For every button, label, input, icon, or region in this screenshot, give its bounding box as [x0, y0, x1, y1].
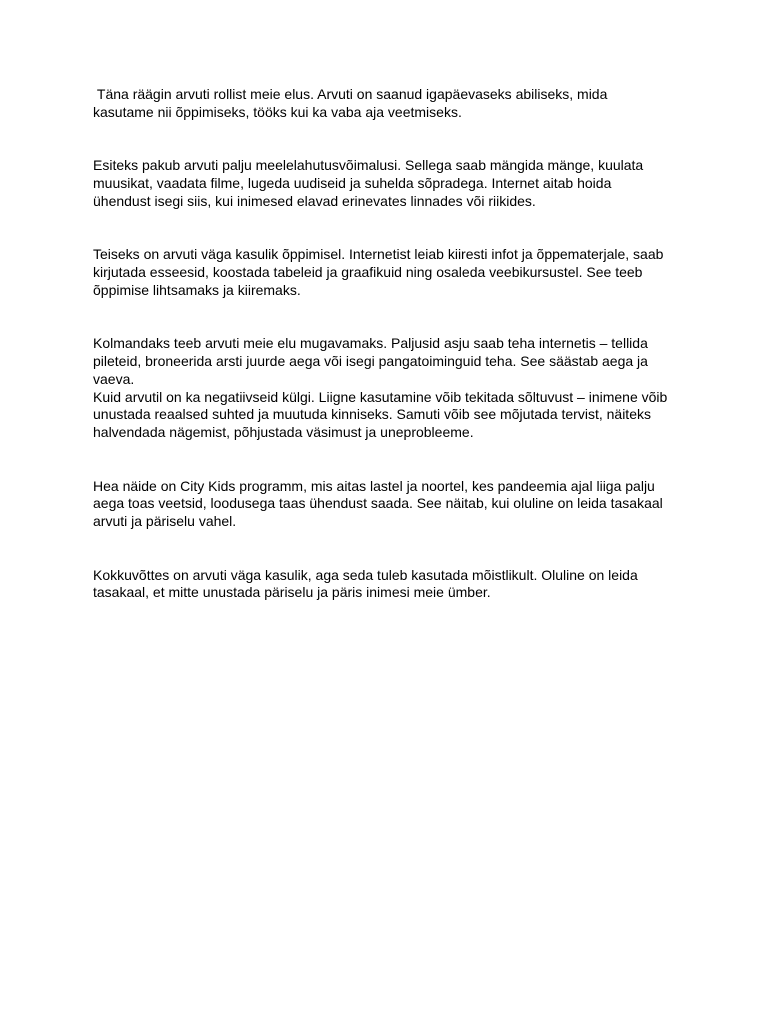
paragraph-example: Hea näide on City Kids programm, mis aitas lastel ja noortel, kes pandeemia ajal liiga palju aega toas veetsid, loodusega taas ühendust saada. See näitab, kui oluline on leida tasakaal arvuti ja päriselu vahel. — [93, 477, 663, 530]
paragraph-gap — [93, 442, 683, 478]
paragraph-learning: Teiseks on arvuti väga kasulik õppimisel. Internetist leiab kiiresti infot ja õppematerjale, saab kirjutada esseesid, koostada tabeleid ja graafikuid ning osaleda veebikursustel. See teeb õppimise lihtsamaks ja kiiremaks. — [93, 246, 664, 298]
paragraph-gap — [93, 211, 683, 247]
paragraph-gap — [93, 300, 683, 336]
paragraph-entertainment: Esiteks pakub arvuti palju meelelahutusvõimalusi. Sellega saab mängida mänge, kuulata muusikat, vaadata filme, lugeda uudiseid ja suhelda sõpradega. Internet aitab hoida ühendust isegi siis, kui inimesed elavad erinevates linnades või riikides. — [93, 157, 644, 209]
paragraph-conclusion: Kokkuvõttes on arvuti väga kasulik, aga seda tuleb kasutada mõistlikult. Oluline on leida tasakaal, et mitte unustada päriselu ja päris inimesi meie ümber. — [93, 566, 638, 601]
paragraph-convenience-and-downsides: Kolmandaks teeb arvuti meie elu mugavamaks. Paljusid asju saab teha internetis – tellida pileteid, broneerida arsti juurde aega või isegi pangatoiminguid teha. See säästab aega ja vaeva. Kuid arvutil on ka negatiivseid külgi. Liigne kasutamine võib tekitada sõltuvust – inimene võib unustada reaalsed suhted ja muutuda kinniseks. Samuti võib see mõjutada tervist, näiteks halvendada nägemist, põhjustada väsimust ja uneprobleeme. — [93, 335, 668, 441]
document-body — [93, 86, 683, 602]
paragraph-gap — [93, 531, 683, 567]
paragraph-gap — [93, 122, 683, 158]
paragraph-intro: Täna räägin arvuti rollist meie elus. Arvuti on saanud igapäevaseks abiliseks, mida kasutame nii õppimiseks, tööks kui ka vaba aja veetmiseks. — [93, 86, 608, 120]
